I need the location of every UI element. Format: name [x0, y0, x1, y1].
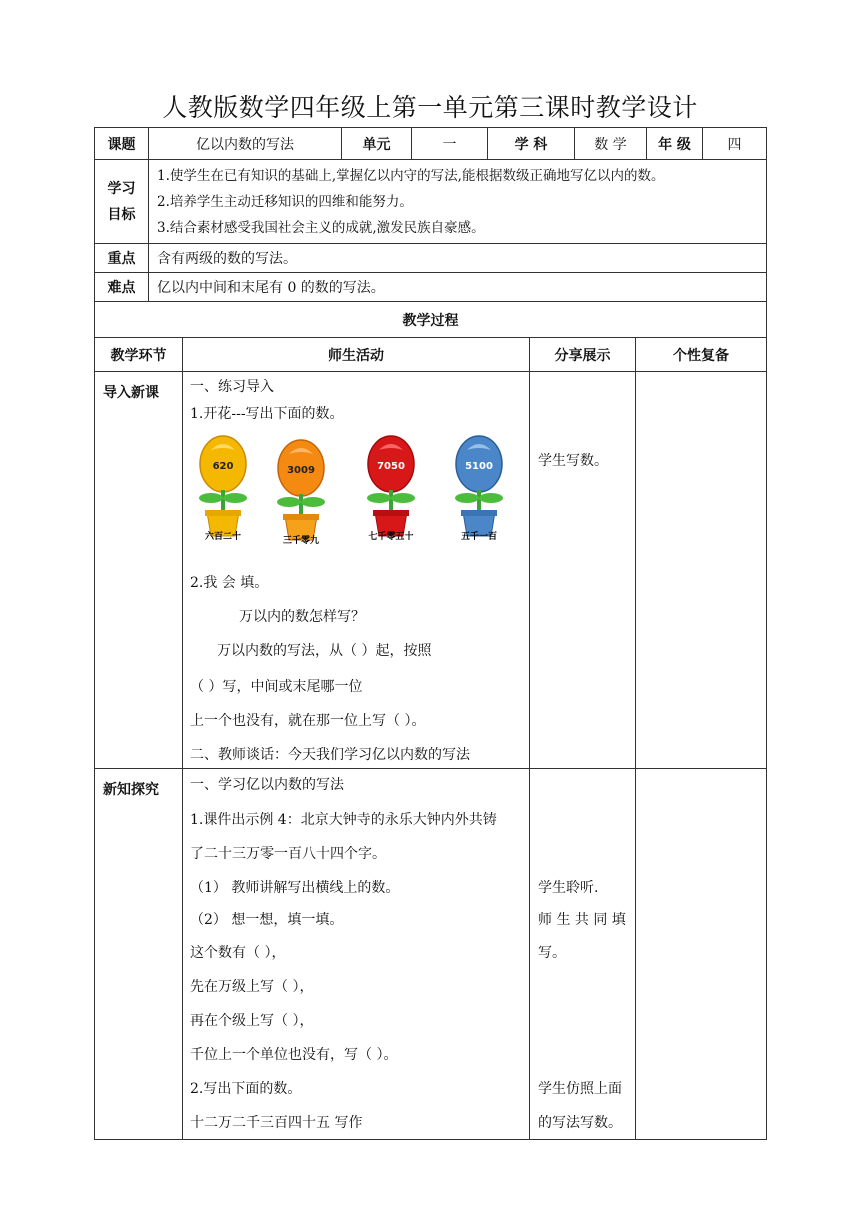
header-table [94, 127, 767, 302]
section1-share [530, 372, 636, 769]
column-header-activity: 师生活动 [183, 338, 530, 372]
section2-line: 1.课件出示例 4：北京大钟寺的永乐大钟内外共铸 [190, 812, 497, 828]
section2-share-text: 师 生 共 同 填 [538, 912, 626, 928]
flower-1-label: 六百二十 [204, 532, 242, 542]
goal-item: 3.结合素材感受我国社会主义的成就,激发民族自豪感。 [157, 219, 485, 236]
flower-3 [367, 436, 415, 542]
section2-line: 千位上一个单位也没有，写（ ）。 [190, 1047, 398, 1063]
flower-4-number: 5100 [465, 461, 493, 472]
flower-4 [455, 436, 503, 542]
goals-label-line-2: 目标 [107, 206, 136, 223]
process-table [94, 301, 767, 1140]
section1-line: 万以内数的写法，从（ ）起，按照 [217, 643, 432, 659]
section2-share [530, 769, 636, 1140]
process-title: 教学过程 [95, 302, 767, 338]
column-header-notes: 个性复备 [636, 338, 767, 372]
key-point-label: 重点 [95, 244, 149, 273]
unit-value: 一 [412, 128, 488, 160]
section2-share-text: 写。 [538, 945, 566, 961]
section1-line: 一、练习导入 [190, 379, 274, 395]
section2-stage: 新知探究 [95, 769, 183, 1140]
section2-line: 这个数有（ ）， [190, 945, 286, 961]
flower-2-label: 三千零九 [282, 536, 320, 546]
grade-label: 年 级 [647, 128, 703, 160]
section1-line: 二、教师谈话：今天我们学习亿以内数的写法 [190, 747, 470, 763]
column-header-share: 分享展示 [530, 338, 636, 372]
flower-2 [277, 440, 325, 546]
section2-share-text: 的写法写数。 [538, 1115, 622, 1131]
section1-stage: 导入新课 [95, 372, 183, 769]
goals-label [95, 160, 149, 244]
section2-share-text: 学生聆听. [538, 880, 599, 896]
section2-line: 先在万级上写（ ）， [190, 979, 314, 995]
unit-label: 单元 [342, 128, 412, 160]
section1-line: （ ）写，中间或末尾哪一位 [190, 679, 363, 695]
section2-activity [183, 769, 530, 1140]
difficulty-label: 难点 [95, 273, 149, 302]
flower-illustration [187, 434, 527, 554]
section2-line: 一、学习亿以内数的写法 [190, 777, 344, 793]
section2-line: （1） 教师讲解写出横线上的数。 [190, 880, 400, 896]
section1-share-text: 学生写数。 [538, 453, 608, 469]
goal-item: 1.使学生在已有知识的基础上,掌握亿以内守的写法,能根据数级正确地写亿以内的数。 [157, 167, 665, 184]
subject-value: 数 学 [575, 128, 647, 160]
key-point-value: 含有两级的数的写法。 [149, 244, 767, 273]
flower-1 [199, 436, 247, 542]
flower-3-label: 七千零五十 [368, 532, 414, 542]
section1-line: 2.我 会 填。 [190, 575, 269, 591]
flower-4-label: 五千一百 [460, 532, 498, 542]
grade-value: 四 [703, 128, 767, 160]
topic-value: 亿以内数的写法 [149, 128, 342, 160]
section2-line: 再在个级上写（ ）， [190, 1013, 314, 1029]
section1-notes [636, 372, 767, 769]
section2-notes [636, 769, 767, 1140]
goals-label-line-1: 学习 [107, 180, 136, 197]
section1-line: 万以内的数怎样写？ [239, 609, 365, 625]
section1-activity [183, 372, 530, 769]
section2-line: 2.写出下面的数。 [190, 1081, 302, 1097]
section2-line: 了二十三万零一百八十四个字。 [190, 846, 386, 862]
column-header-stage: 教学环节 [95, 338, 183, 372]
difficulty-value: 亿以内中间和末尾有 0 的数的写法。 [149, 273, 767, 302]
section2-line: （2） 想一想，填一填。 [190, 912, 344, 928]
section1-line: 上一个也没有，就在那一位上写（ ）。 [190, 713, 426, 729]
goal-item: 2.培养学生主动迁移知识的四维和能努力。 [157, 193, 413, 210]
section2-line: 十二万二千三百四十五 写作 [190, 1115, 363, 1131]
section2-share-text: 学生仿照上面 [538, 1081, 622, 1097]
flower-1-number: 620 [212, 461, 234, 472]
flower-2-number: 3009 [287, 465, 315, 476]
subject-label: 学 科 [488, 128, 575, 160]
goals-content [149, 160, 767, 244]
section1-line: 1.开花---写出下面的数。 [190, 406, 344, 422]
flower-3-number: 7050 [377, 461, 405, 472]
topic-label: 课题 [95, 128, 149, 160]
page-title: 人教版数学四年级上第一单元第三课时教学设计 [162, 93, 698, 122]
